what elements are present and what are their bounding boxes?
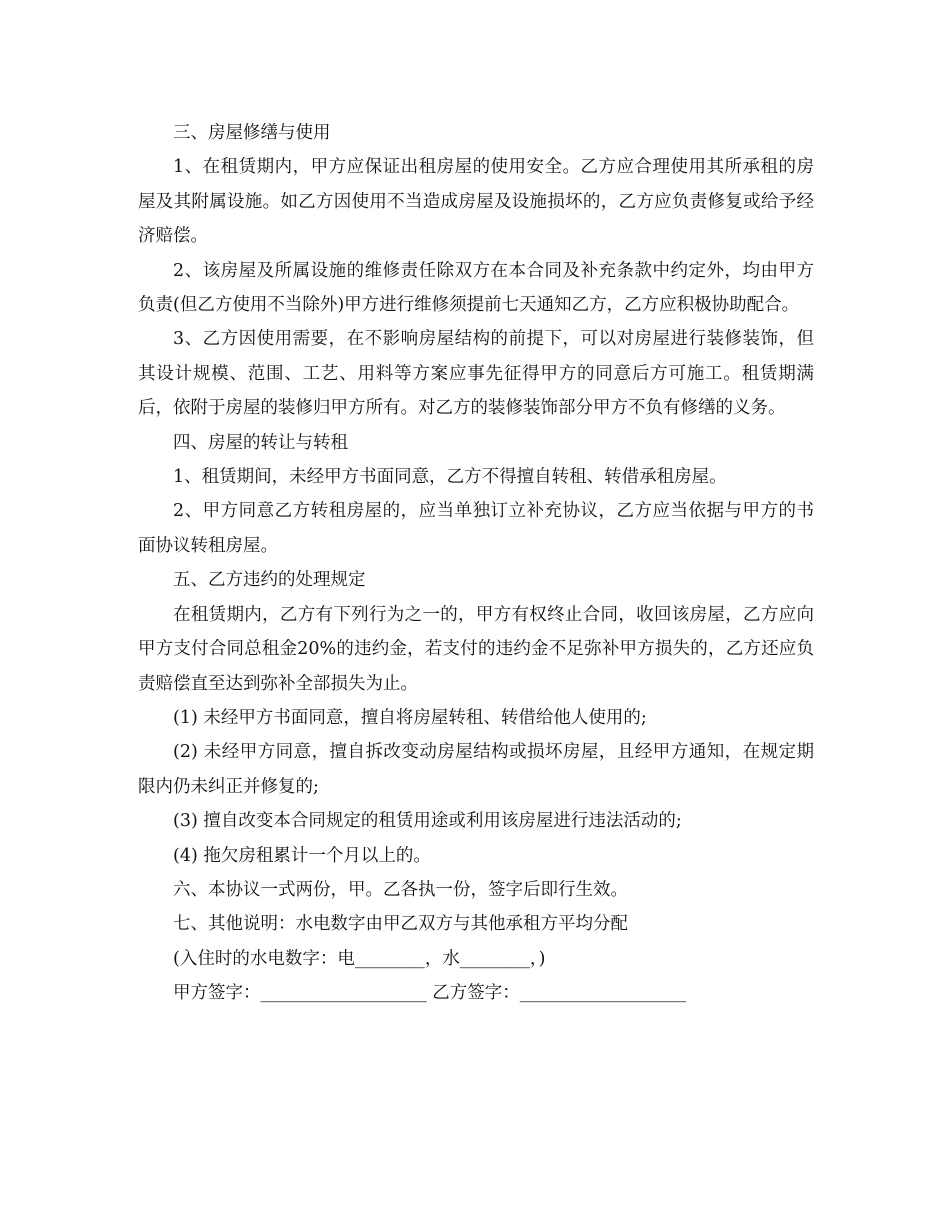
paragraph-repair-2: 2、该房屋及所属设施的维修责任除双方在本合同及补充条款中约定外，均由甲方负责(但乙方使用不当除外)甲方进行维修须提前七天通知乙方，乙方应积极协助配合。 xyxy=(138,260,814,316)
paragraph-repair-1: 1、在租赁期内，甲方应保证出租房屋的使用安全。乙方应合理使用其所承租的房屋及其附属设施。如乙方因使用不当造成房屋及设施损坏的，乙方应负责修复或给予经济赔偿。 xyxy=(138,157,814,247)
list-item-breach-1: (1) 未经甲方书面同意，擅自将房屋转租、转借给他人使用的; xyxy=(173,707,647,728)
document-body xyxy=(138,116,814,1011)
paragraph-breach-intro: 在租赁期内，乙方有下列行为之一的，甲方有权终止合同，收回该房屋，乙方应向甲方支付合同总租金20%的违约金，若支付的违约金不足弥补甲方损失的，乙方还应负责赔偿直至达到弥补全部损失为止。 xyxy=(138,604,814,694)
section-heading-repair: 三、房屋修缮与使用 xyxy=(173,123,331,143)
list-item-breach-3: (3) 擅自改变本合同规定的租赁用途或利用该房屋进行违法活动的; xyxy=(173,811,682,832)
paragraph-copies: 六、本协议一式两份，甲。乙各执一份，签字后即行生效。 xyxy=(173,879,628,900)
paragraph-repair-3: 3、乙方因使用需要，在不影响房屋结构的前提下，可以对房屋进行装修装饰，但其设计规模、范围、工艺、用料等方案应事先征得甲方的同意后方可施工。租赁期满后，依附于房屋的装修归甲方所有。对乙方的装修装饰部分甲方不负有修缮的义务。 xyxy=(138,329,814,419)
section-heading-sublease: 四、房屋的转让与转租 xyxy=(173,432,348,453)
paragraph-other-notes: 七、其他说明：水电数字由甲乙双方与其他承租方平均分配 xyxy=(173,914,628,935)
section-heading-breach: 五、乙方违约的处理规定 xyxy=(173,570,366,591)
list-item-breach-4: (4) 拖欠房租累计一个月以上的。 xyxy=(173,845,431,866)
list-item-breach-2: (2) 未经甲方同意，擅自拆改变动房屋结构或损坏房屋，且经甲方通知，在规定期限内仍未纠正并修复的; xyxy=(138,742,814,797)
paragraph-sublease-1: 1、租赁期间，未经甲方书面同意，乙方不得擅自转租、转借承租房屋。 xyxy=(173,467,727,488)
paragraph-meter-readings: (入住时的水电数字：电________，水________，) xyxy=(173,948,546,969)
signature-line: 甲方签字：___________________ 乙方签字：___________________ xyxy=(173,983,687,1004)
paragraph-sublease-2: 2、甲方同意乙方转租房屋的，应当单独订立补充协议，乙方应当依据与甲方的书面协议转租房屋。 xyxy=(138,501,814,556)
